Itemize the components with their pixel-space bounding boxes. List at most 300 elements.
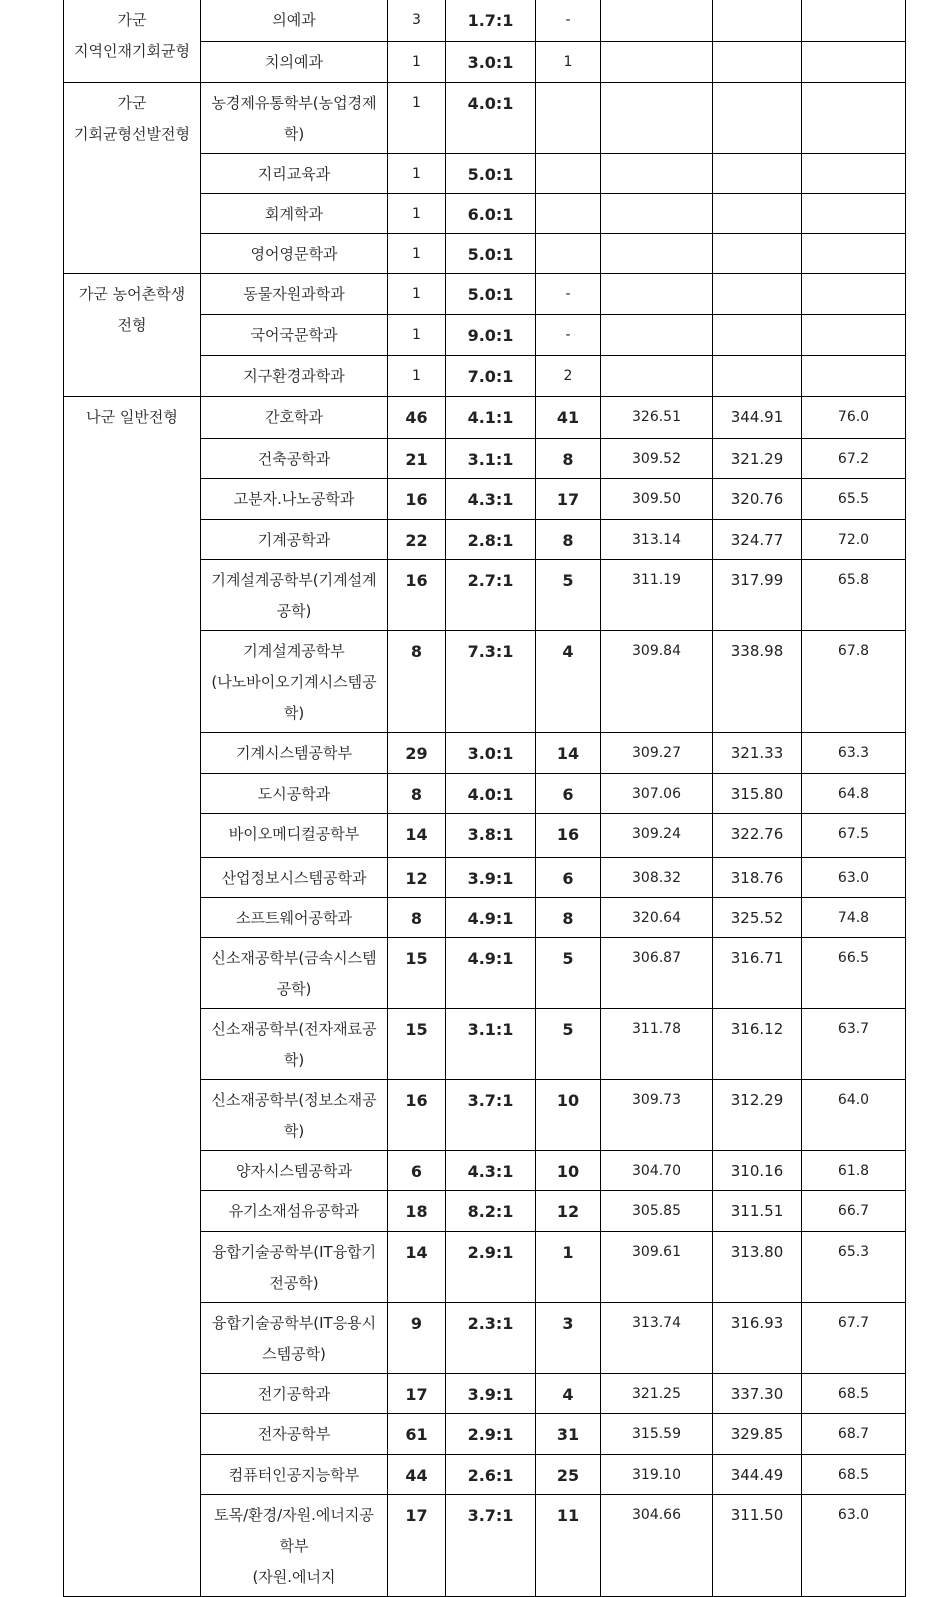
score-max-cell — [713, 1191, 802, 1232]
score-max-cell — [713, 560, 802, 631]
additional-admits-cell — [536, 274, 601, 315]
department-cell — [201, 1080, 388, 1151]
competition-ratio-cell — [446, 938, 536, 1009]
department-cell — [201, 774, 388, 814]
percentile-cell-text: 72.0 — [837, 532, 870, 548]
additional-admits-cell-text: 3 — [562, 1314, 574, 1333]
quota-cell — [388, 1374, 446, 1414]
department-cell — [201, 1455, 388, 1495]
department-cell-text: 산업정보시스템공학과 — [221, 869, 367, 887]
quota-cell-text: 1 — [412, 95, 421, 111]
score-max-cell-text: 324.77 — [730, 531, 784, 549]
quota-cell — [388, 479, 446, 520]
additional-admits-cell — [536, 1495, 601, 1597]
competition-ratio-cell — [446, 1414, 536, 1455]
percentile-cell — [802, 0, 906, 42]
additional-admits-cell — [536, 397, 601, 439]
percentile-cell — [802, 83, 906, 154]
competition-ratio-cell-text: 6.0:1 — [467, 205, 514, 224]
percentile-cell-text: 67.7 — [837, 1315, 870, 1331]
score-cell — [601, 479, 713, 520]
score-max-cell-text: 321.33 — [730, 744, 784, 762]
department-cell-text: 양자시스템공학과 — [236, 1162, 352, 1180]
table-row — [64, 274, 906, 315]
score-cell-text: 313.14 — [632, 532, 681, 548]
department-cell-text: 농경제유통학부(농업경제 — [211, 94, 377, 112]
quota-cell-text: 8 — [410, 909, 423, 928]
score-cell — [601, 520, 713, 560]
competition-ratio-cell-text: 4.9:1 — [467, 949, 514, 968]
score-max-cell — [713, 439, 802, 479]
department-cell — [201, 631, 388, 733]
percentile-cell — [802, 814, 906, 858]
department-cell — [201, 274, 388, 315]
competition-ratio-cell — [446, 315, 536, 356]
competition-ratio-cell-text: 4.3:1 — [467, 490, 514, 509]
score-max-cell — [713, 315, 802, 356]
score-max-cell-text: 316.12 — [730, 1020, 784, 1038]
percentile-cell — [802, 154, 906, 194]
percentile-cell — [802, 234, 906, 274]
department-cell-text: 학부 — [279, 1537, 309, 1555]
percentile-cell-text: 67.8 — [837, 643, 870, 659]
quota-cell-text: 1 — [412, 246, 421, 262]
additional-admits-cell — [536, 42, 601, 83]
percentile-cell — [802, 439, 906, 479]
percentile-cell — [802, 194, 906, 234]
score-max-cell — [713, 1303, 802, 1374]
department-cell — [201, 1414, 388, 1455]
score-cell-text: 311.19 — [632, 572, 681, 588]
competition-ratio-cell-text: 4.3:1 — [467, 1162, 514, 1181]
competition-ratio-cell-text: 3.7:1 — [467, 1091, 514, 1110]
department-cell — [201, 938, 388, 1009]
department-cell-text: 기계시스템공학부 — [236, 744, 352, 762]
additional-admits-cell — [536, 1151, 601, 1191]
percentile-cell — [802, 631, 906, 733]
percentile-cell — [802, 898, 906, 938]
score-max-cell — [713, 1374, 802, 1414]
percentile-cell-text: 76.0 — [837, 409, 870, 425]
score-cell — [601, 1303, 713, 1374]
quota-cell-text: 3 — [412, 12, 421, 28]
quota-cell — [388, 560, 446, 631]
department-cell-text: 전자공학부 — [257, 1425, 331, 1443]
department-cell — [201, 83, 388, 154]
competition-ratio-cell-text: 3.7:1 — [467, 1506, 514, 1525]
quota-cell — [388, 356, 446, 397]
score-cell-text: 304.70 — [632, 1163, 681, 1179]
score-max-cell — [713, 356, 802, 397]
department-cell-text: 신소재공학부(금속시스템 — [211, 949, 377, 967]
admission-type-cell-text: 기회균형선발전형 — [74, 125, 190, 143]
additional-admits-cell — [536, 194, 601, 234]
additional-admits-cell — [536, 814, 601, 858]
score-cell — [601, 83, 713, 154]
competition-ratio-cell — [446, 42, 536, 83]
score-cell — [601, 1080, 713, 1151]
percentile-cell — [802, 1414, 906, 1455]
department-cell-text: 회계학과 — [265, 205, 323, 223]
table-row — [64, 83, 906, 154]
quota-cell — [388, 194, 446, 234]
percentile-cell — [802, 774, 906, 814]
department-cell — [201, 1303, 388, 1374]
quota-cell-text: 18 — [405, 1202, 428, 1221]
score-cell — [601, 898, 713, 938]
score-cell — [601, 1151, 713, 1191]
competition-ratio-cell — [446, 1151, 536, 1191]
department-cell — [201, 42, 388, 83]
admissions-results-table — [63, 0, 906, 1597]
percentile-cell — [802, 356, 906, 397]
department-cell — [201, 154, 388, 194]
score-cell-text: 313.74 — [632, 1315, 681, 1331]
score-cell — [601, 1495, 713, 1597]
score-cell — [601, 1009, 713, 1080]
additional-admits-cell — [536, 774, 601, 814]
percentile-cell-text: 66.5 — [837, 950, 870, 966]
score-max-cell — [713, 83, 802, 154]
department-cell-text: 간호학과 — [265, 408, 323, 426]
quota-cell-text: 8 — [410, 642, 423, 661]
competition-ratio-cell — [446, 858, 536, 898]
score-cell — [601, 1414, 713, 1455]
competition-ratio-cell-text: 2.9:1 — [467, 1243, 514, 1262]
score-cell — [601, 356, 713, 397]
score-max-cell — [713, 631, 802, 733]
quota-cell-text: 15 — [405, 949, 428, 968]
additional-admits-cell-text: 12 — [556, 1202, 580, 1221]
score-max-cell-text: 318.76 — [730, 869, 784, 887]
additional-admits-cell-text: 41 — [556, 408, 580, 427]
score-max-cell — [713, 397, 802, 439]
competition-ratio-cell-text: 3.1:1 — [467, 450, 514, 469]
score-cell — [601, 858, 713, 898]
percentile-cell-text: 63.7 — [837, 1021, 870, 1037]
competition-ratio-cell-text: 4.0:1 — [467, 94, 514, 113]
percentile-cell-text: 67.5 — [837, 826, 870, 842]
quota-cell — [388, 898, 446, 938]
score-cell — [601, 0, 713, 42]
additional-admits-cell-text: - — [565, 327, 571, 343]
quota-cell-text: 16 — [405, 490, 428, 509]
additional-admits-cell — [536, 1009, 601, 1080]
percentile-cell-text: 68.5 — [837, 1467, 870, 1483]
quota-cell-text: 8 — [410, 785, 423, 804]
additional-admits-cell-text: 8 — [562, 450, 574, 469]
percentile-cell — [802, 1191, 906, 1232]
score-cell-text: 315.59 — [632, 1426, 681, 1442]
department-cell-text: 학) — [283, 704, 305, 722]
quota-cell — [388, 1455, 446, 1495]
percentile-cell — [802, 1151, 906, 1191]
additional-admits-cell-text: 5 — [562, 949, 574, 968]
percentile-cell — [802, 858, 906, 898]
competition-ratio-cell — [446, 774, 536, 814]
competition-ratio-cell-text: 3.0:1 — [467, 53, 514, 72]
additional-admits-cell-text: 16 — [556, 825, 580, 844]
additional-admits-cell — [536, 733, 601, 774]
competition-ratio-cell — [446, 274, 536, 315]
quota-cell — [388, 234, 446, 274]
quota-cell-text: 15 — [405, 1020, 428, 1039]
score-max-cell — [713, 938, 802, 1009]
percentile-cell — [802, 1455, 906, 1495]
department-cell-text: 의예과 — [272, 11, 316, 29]
quota-cell-text: 14 — [405, 1243, 428, 1262]
score-max-cell — [713, 1455, 802, 1495]
department-cell-text: 컴퓨터인공지능학부 — [228, 1466, 360, 1484]
percentile-cell — [802, 1495, 906, 1597]
quota-cell-text: 21 — [405, 450, 428, 469]
quota-cell — [388, 439, 446, 479]
competition-ratio-cell-text: 4.0:1 — [467, 785, 514, 804]
score-max-cell-text: 344.91 — [730, 408, 784, 426]
additional-admits-cell — [536, 520, 601, 560]
score-cell-text: 307.06 — [632, 786, 681, 802]
department-cell-text: 공학) — [276, 602, 312, 620]
department-cell-text: 지구환경과학과 — [243, 367, 345, 385]
department-cell — [201, 1009, 388, 1080]
department-cell-text: 전공학) — [269, 1274, 319, 1292]
percentile-cell — [802, 274, 906, 315]
department-cell — [201, 898, 388, 938]
additional-admits-cell-text: 14 — [556, 744, 580, 763]
score-max-cell — [713, 234, 802, 274]
score-cell-text: 304.66 — [632, 1507, 681, 1523]
score-cell — [601, 733, 713, 774]
score-max-cell — [713, 1232, 802, 1303]
competition-ratio-cell — [446, 898, 536, 938]
score-max-cell-text: 344.49 — [730, 1466, 784, 1484]
additional-admits-cell — [536, 479, 601, 520]
score-cell-text: 311.78 — [632, 1021, 681, 1037]
additional-admits-cell-text: 5 — [562, 1020, 574, 1039]
additional-admits-cell-text: 4 — [562, 1385, 574, 1404]
score-max-cell-text: 311.50 — [730, 1506, 784, 1524]
department-cell-text: 신소재공학부(전자재료공 — [211, 1020, 377, 1038]
department-cell — [201, 1495, 388, 1597]
percentile-cell-text: 63.0 — [837, 870, 870, 886]
score-max-cell-text: 316.71 — [730, 949, 784, 967]
percentile-cell-text: 68.5 — [837, 1386, 870, 1402]
score-cell — [601, 1191, 713, 1232]
score-cell-text: 309.50 — [632, 491, 681, 507]
score-cell-text: 320.64 — [632, 910, 681, 926]
additional-admits-cell-text: 10 — [556, 1162, 580, 1181]
competition-ratio-cell-text: 2.3:1 — [467, 1314, 514, 1333]
additional-admits-cell — [536, 898, 601, 938]
percentile-cell-text: 66.7 — [837, 1203, 870, 1219]
quota-cell — [388, 1414, 446, 1455]
additional-admits-cell — [536, 0, 601, 42]
department-cell-text: 도시공학과 — [257, 785, 331, 803]
competition-ratio-cell-text: 9.0:1 — [467, 326, 514, 345]
additional-admits-cell — [536, 938, 601, 1009]
score-max-cell-text: 322.76 — [730, 825, 784, 843]
additional-admits-cell — [536, 1303, 601, 1374]
additional-admits-cell — [536, 1232, 601, 1303]
quota-cell-text: 46 — [405, 408, 428, 427]
score-max-cell — [713, 898, 802, 938]
quota-cell — [388, 1303, 446, 1374]
score-max-cell-text: 311.51 — [730, 1202, 784, 1220]
quota-cell-text: 1 — [412, 327, 421, 343]
competition-ratio-cell — [446, 1232, 536, 1303]
score-max-cell — [713, 479, 802, 520]
competition-ratio-cell — [446, 814, 536, 858]
admission-type-cell — [64, 397, 201, 1597]
quota-cell-text: 14 — [405, 825, 428, 844]
percentile-cell-text: 67.2 — [837, 451, 870, 467]
competition-ratio-cell — [446, 83, 536, 154]
quota-cell — [388, 274, 446, 315]
department-cell-text: 공학) — [276, 980, 312, 998]
percentile-cell — [802, 520, 906, 560]
score-cell — [601, 1374, 713, 1414]
additional-admits-cell — [536, 631, 601, 733]
quota-cell — [388, 858, 446, 898]
additional-admits-cell-text: 10 — [556, 1091, 580, 1110]
percentile-cell-text: 63.3 — [837, 745, 870, 761]
quota-cell — [388, 938, 446, 1009]
score-cell-text: 309.52 — [632, 451, 681, 467]
competition-ratio-cell — [446, 733, 536, 774]
department-cell-text: 학) — [283, 1122, 305, 1140]
competition-ratio-cell-text: 3.0:1 — [467, 744, 514, 763]
competition-ratio-cell-text: 7.0:1 — [467, 367, 514, 386]
admission-type-cell — [64, 274, 201, 397]
score-max-cell-text: 337.30 — [730, 1385, 784, 1403]
department-cell-text: 기계설계공학부(기계설계 — [211, 571, 377, 589]
additional-admits-cell — [536, 1455, 601, 1495]
percentile-cell-text: 65.3 — [837, 1244, 870, 1260]
admission-type-cell-text: 가군 농어촌학생 — [78, 285, 186, 303]
quota-cell-text: 22 — [405, 531, 428, 550]
department-cell-text: 신소재공학부(정보소재공 — [211, 1091, 377, 1109]
quota-cell-text: 29 — [405, 744, 428, 763]
competition-ratio-cell-text: 3.8:1 — [467, 825, 514, 844]
percentile-cell-text: 68.7 — [837, 1426, 870, 1442]
department-cell-text: 학) — [283, 1051, 305, 1069]
competition-ratio-cell-text: 2.8:1 — [467, 531, 514, 550]
score-cell — [601, 439, 713, 479]
quota-cell-text: 61 — [405, 1425, 428, 1444]
department-cell — [201, 356, 388, 397]
quota-cell-text: 44 — [405, 1466, 428, 1485]
percentile-cell-text: 65.8 — [837, 572, 870, 588]
competition-ratio-cell — [446, 631, 536, 733]
percentile-cell — [802, 1009, 906, 1080]
competition-ratio-cell — [446, 479, 536, 520]
quota-cell-text: 1 — [412, 166, 421, 182]
department-cell-text: 기계설계공학부 — [243, 642, 345, 660]
percentile-cell — [802, 397, 906, 439]
score-cell — [601, 234, 713, 274]
quota-cell — [388, 1191, 446, 1232]
score-max-cell-text: 321.29 — [730, 450, 784, 468]
score-max-cell-text: 317.99 — [730, 571, 784, 589]
additional-admits-cell-text: 8 — [562, 531, 574, 550]
department-cell-text: 전기공학과 — [257, 1385, 331, 1403]
additional-admits-cell — [536, 234, 601, 274]
score-max-cell — [713, 858, 802, 898]
score-cell-text: 309.61 — [632, 1244, 681, 1260]
percentile-cell — [802, 479, 906, 520]
score-cell — [601, 1232, 713, 1303]
department-cell-text: 소프트웨어공학과 — [236, 909, 352, 927]
competition-ratio-cell-text: 5.0:1 — [467, 285, 514, 304]
competition-ratio-cell — [446, 439, 536, 479]
score-max-cell — [713, 1414, 802, 1455]
table-row — [64, 0, 906, 42]
score-cell — [601, 397, 713, 439]
department-cell — [201, 733, 388, 774]
score-max-cell-text: 313.80 — [730, 1243, 784, 1261]
competition-ratio-cell-text: 4.9:1 — [467, 909, 514, 928]
competition-ratio-cell-text: 2.6:1 — [467, 1466, 514, 1485]
percentile-cell — [802, 315, 906, 356]
percentile-cell-text: 61.8 — [837, 1163, 870, 1179]
competition-ratio-cell — [446, 154, 536, 194]
competition-ratio-cell — [446, 560, 536, 631]
additional-admits-cell-text: - — [565, 12, 571, 28]
department-cell — [201, 234, 388, 274]
competition-ratio-cell — [446, 1191, 536, 1232]
additional-admits-cell — [536, 83, 601, 154]
score-max-cell — [713, 154, 802, 194]
department-cell — [201, 194, 388, 234]
department-cell-text: 스템공학) — [262, 1345, 326, 1363]
department-cell — [201, 479, 388, 520]
additional-admits-cell — [536, 1414, 601, 1455]
percentile-cell-text: 63.0 — [837, 1507, 870, 1523]
additional-admits-cell-text: 11 — [556, 1506, 580, 1525]
percentile-cell-text: 64.0 — [837, 1092, 870, 1108]
competition-ratio-cell — [446, 194, 536, 234]
competition-ratio-cell — [446, 1009, 536, 1080]
quota-cell-text: 16 — [405, 1091, 428, 1110]
admission-type-cell — [64, 83, 201, 274]
department-cell-text: 치의예과 — [265, 53, 323, 71]
additional-admits-cell — [536, 858, 601, 898]
department-cell-text: 바이오메디컬공학부 — [228, 825, 360, 843]
quota-cell-text: 6 — [410, 1162, 423, 1181]
score-max-cell — [713, 1151, 802, 1191]
score-cell-text: 309.73 — [632, 1092, 681, 1108]
admission-type-cell-text: 가군 — [117, 94, 147, 112]
score-max-cell — [713, 1080, 802, 1151]
table-row — [64, 397, 906, 439]
quota-cell — [388, 520, 446, 560]
additional-admits-cell-text: 2 — [563, 368, 573, 384]
quota-cell-text: 1 — [412, 286, 421, 302]
department-cell-text: 학) — [283, 125, 305, 143]
percentile-cell — [802, 560, 906, 631]
score-cell — [601, 315, 713, 356]
score-max-cell — [713, 733, 802, 774]
competition-ratio-cell — [446, 1495, 536, 1597]
quota-cell-text: 1 — [412, 54, 421, 70]
department-cell — [201, 520, 388, 560]
competition-ratio-cell — [446, 397, 536, 439]
additional-admits-cell — [536, 1080, 601, 1151]
quota-cell — [388, 774, 446, 814]
score-max-cell — [713, 0, 802, 42]
additional-admits-cell — [536, 439, 601, 479]
quota-cell — [388, 1080, 446, 1151]
